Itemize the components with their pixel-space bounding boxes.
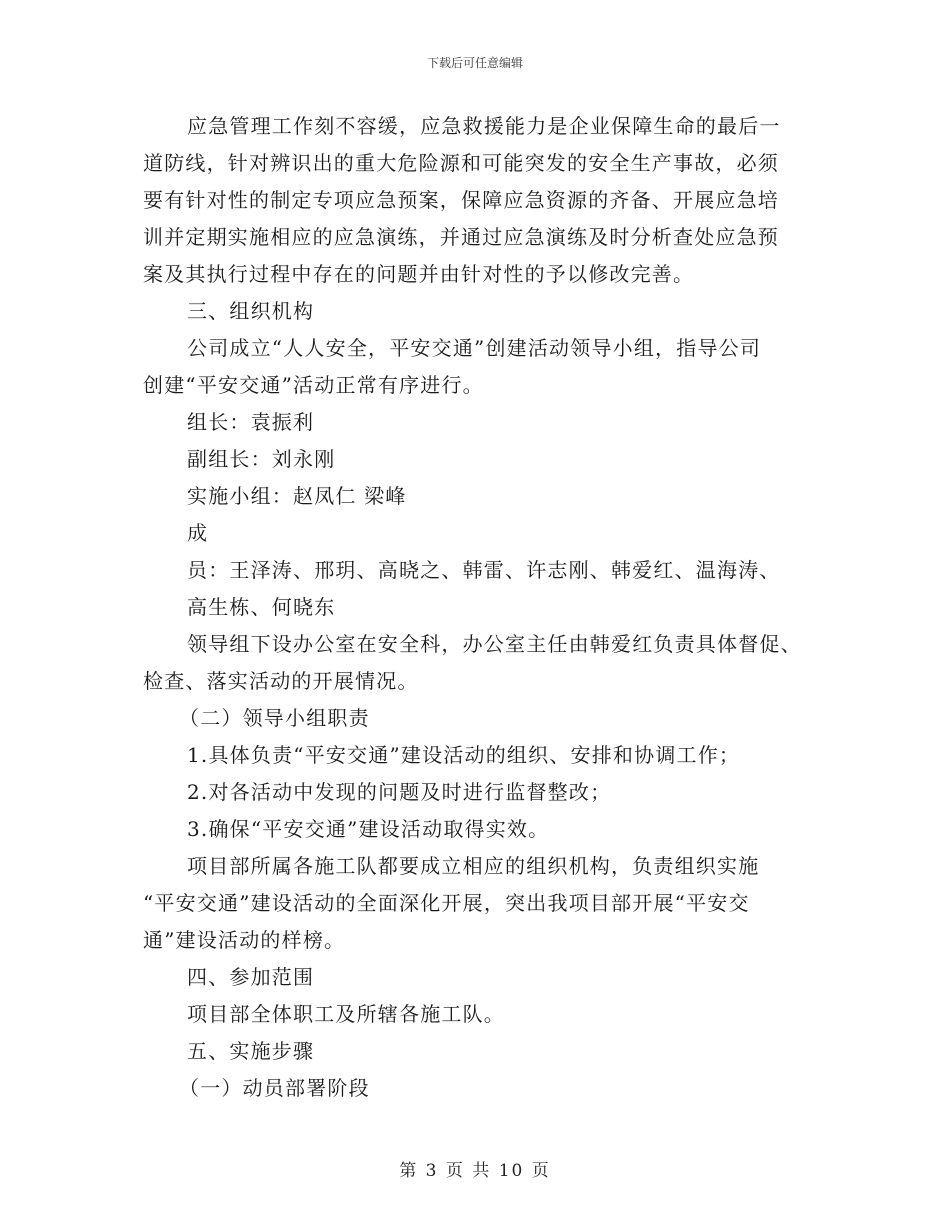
section-heading: 四、参加范围	[187, 965, 315, 989]
list-item: 3.确保“平安交通”建设活动取得实效。	[187, 817, 550, 841]
member-line: 员：王泽涛、邢玥、高晓之、韩雷、许志刚、韩爱红、温海涛、	[187, 558, 781, 582]
member-line: 高生栋、何晓东	[187, 595, 336, 619]
paragraph-line: 训并定期实施相应的应急演练，并通过应急演练及时分析查处应急预	[143, 225, 779, 249]
paragraph-line: 项目部所属各施工队都要成立相应的组织机构，负责组织实施	[187, 854, 760, 878]
paragraph-line: “平安交通”建设活动的全面深化开展，突出我项目部开展“平安交	[143, 891, 750, 915]
member-line: 成	[187, 521, 209, 545]
paragraph-line: 公司成立“人人安全，平安交通”创建活动领导小组，指导公司	[187, 336, 762, 360]
subsection-heading: （二）领导小组职责	[179, 706, 370, 730]
paragraph-line: 领导组下设办公室在安全科，办公室主任由韩爱红负责具体督促、	[187, 632, 802, 656]
paragraph-line: 创建“平安交通”活动正常有序进行。	[143, 373, 484, 397]
list-item: 1.具体负责“平安交通”建设活动的组织、安排和协调工作；	[187, 743, 741, 767]
page-header: 下载后可任意编辑	[426, 56, 523, 70]
member-line: 实施小组：赵凤仁 梁峰	[187, 484, 407, 508]
member-line: 副组长：刘永刚	[187, 447, 336, 471]
paragraph-line: 检查、落实活动的开展情况。	[143, 669, 419, 693]
paragraph-line: 案及其执行过程中存在的问题并由针对性的予以修改完善。	[143, 262, 695, 286]
member-line: 组长：袁振利	[187, 410, 315, 434]
paragraph-line: 项目部全体职工及所辖各施工队。	[187, 1002, 505, 1026]
paragraph-line: 通”建设活动的样榜。	[143, 928, 346, 952]
subsection-heading: （一）动员部署阶段	[179, 1076, 370, 1100]
document-body	[143, 108, 823, 1107]
paragraph-line: 应急管理工作刻不容缓，应急救援能力是企业保障生命的最后一	[187, 114, 781, 138]
paragraph-line: 道防线，针对辨识出的重大危险源和可能突发的安全生产事故，必须	[143, 151, 779, 175]
section-heading: 三、组织机构	[187, 299, 315, 323]
section-heading: 五、实施步骤	[187, 1039, 315, 1063]
paragraph-line: 要有针对性的制定专项应急预案，保障应急资源的齐备、开展应急培	[143, 188, 779, 212]
page-footer: 第 3 页 共 10 页	[399, 1161, 551, 1181]
list-item: 2.对各活动中发现的问题及时进行监督整改；	[187, 780, 612, 804]
